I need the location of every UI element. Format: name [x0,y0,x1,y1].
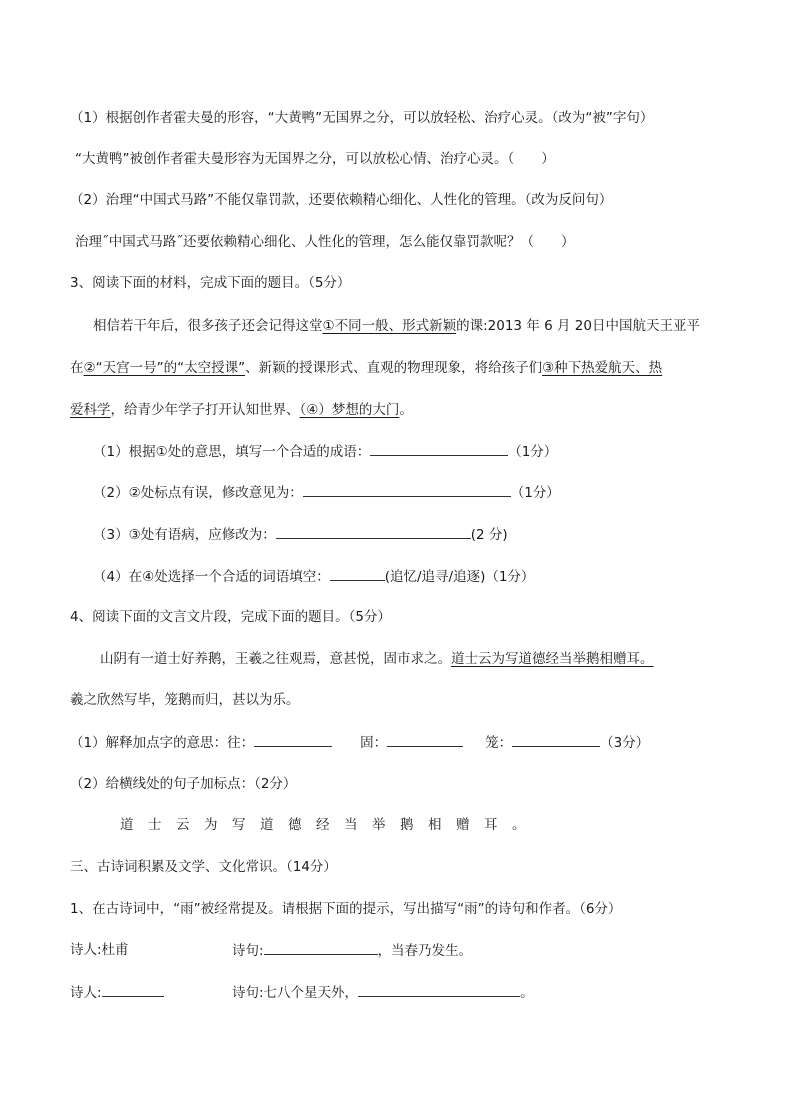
q4-sub1-blank-gu[interactable] [387,732,463,747]
q3-marker-2-phrase: ②“天宫一号”的“太空授课” [83,360,246,376]
q4-sub2: （2）给横线处的句子加标点：（2分） [70,776,297,792]
rain-row1-verse-blank[interactable] [264,940,378,955]
q3-p3-text-b: ，给青少年学子打开认知世界、 [110,402,300,418]
q3-sub1-blank[interactable] [370,441,508,456]
q4-sub1-score: （3分） [600,735,650,751]
q3-p1-text-a: 相信若干年后，很多孩子还会记得这堂 [93,318,323,334]
q3-sub4-options: (追忆/追寻/追逐)（1分） [384,569,535,585]
rain-row2-poet-blank[interactable] [102,982,164,997]
q4-sub1-long-label: 笼： [485,735,513,751]
q3-sub2-blank[interactable] [303,482,511,497]
q3-paragraph-line1 [93,316,700,336]
rain-row1-verse-label: 诗句: [232,943,264,959]
rain-row2-verse-label: 诗句:七八个星天外， [232,985,359,1001]
q4-sub1-blank-wang[interactable] [254,732,332,747]
q3-sub1 [93,441,557,462]
q3-sub3 [93,524,508,545]
q4-heading: 4、阅读下面的文言文片段，完成下面的题目。（5分） [70,609,391,625]
q3-sub2 [93,482,560,503]
q3-p2-text-c: 、新颖的授课形式、直观的物理现象，将给孩子们 [245,360,543,376]
q3-marker-1-phrase: ①不同一般、形式新颖 [322,318,457,334]
rain-row1-poet: 诗人:杜甫 [70,942,129,958]
rain-row2-verse-end: 。 [520,985,534,1001]
q2-item2-prompt: （2）治理“中国式马路”不能仅靠罚款，还要依赖精心细化、人性化的管理。（改为反问句） [70,192,613,208]
q3-marker-4-phrase: （④）梦想的大门 [299,402,400,418]
q3-marker-3-phrase: ③种下热爱航天、热 [542,360,663,376]
q4-underlined-sentence: 道士云为写道德经当举鹅相赠耳。 [451,651,654,667]
section3-heading: 三、古诗词积累及文学、文化常识。（14分） [70,859,337,875]
rain-row2-poet-label: 诗人: [70,985,102,1001]
section3-q1: 1、在古诗词中，“雨”被经常提及。请根据下面的提示，写出描写“雨”的诗句和作者。（6分） [70,901,622,917]
q3-heading: 3、阅读下面的材料，完成下面的题目。（5分） [70,275,351,291]
q4-sub1-gu-label: 固： [360,735,388,751]
rain-row2-verse [232,982,534,1003]
rain-row1-verse-end: ，当春乃发生。 [377,943,473,959]
q4-sub1-blank-long[interactable] [512,732,600,747]
q2-item1-answer: “大黄鸭”被创作者霍夫曼形容为无国界之分，可以放松心情、治疗心灵。（ ） [75,151,555,167]
rain-row2-poet [70,982,164,1003]
q4-passage-line2: 羲之欣然写毕，笼鹅而归，甚以为乐。 [70,692,300,708]
q4-passage-line1 [100,649,654,669]
q3-paragraph-line3 [70,400,413,420]
q3-marker-3-phrase-cont: 爱科学 [70,402,111,418]
q3-sub2-score: （1分） [510,485,560,501]
rain-row2-verse-blank[interactable] [358,982,520,997]
q4-punctuation-sentence: 道士云为写道德经当举鹅相赠耳。 [120,817,540,833]
rain-row1-verse [232,940,472,961]
q3-sub4-blank[interactable] [330,566,385,581]
q4-passage-text: 山阴有一道士好养鹅，王羲之往观焉，意甚悦，固市求之。 [100,651,451,667]
q3-p2-text-a: 在 [70,360,84,376]
q2-item2-answer: 治理˝中国式马路˝还要依赖精心细化、人性化的管理，怎么能仅靠罚款呢？（ ） [75,234,575,250]
q3-sub3-label: （3）③处有语病，应修改为： [93,527,276,543]
q4-sub1 [70,732,649,753]
q3-sub4 [93,566,534,587]
q3-sub3-score: (2 分) [470,527,508,543]
q3-paragraph-line2 [70,358,662,378]
q3-sub3-blank[interactable] [276,524,471,539]
q3-p3-text-d: 。 [399,402,413,418]
q3-sub2-label: （2）②处标点有误，修改意见为： [93,485,303,501]
q4-sub1-label: （1）解释加点字的意思：往： [70,735,255,751]
q2-item1-prompt: （1）根据创作者霍夫曼的形容，“大黄鸭”无国界之分，可以放轻松、治疗心灵。（改为“被”字句） [70,110,654,126]
q3-sub4-label: （4）在④处选择一个合适的词语填空： [93,569,330,585]
q3-sub1-label: （1）根据①处的意思，填写一个合适的成语： [93,444,371,460]
q3-sub1-score: （1分） [508,444,558,460]
q3-p1-text-c: 的课:2013 年 6 月 20日中国航天王亚平 [456,318,700,334]
